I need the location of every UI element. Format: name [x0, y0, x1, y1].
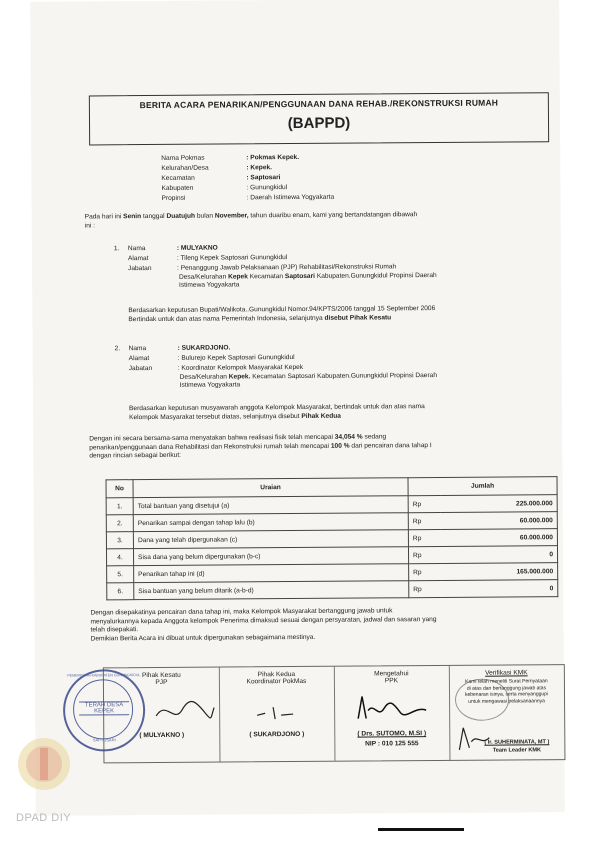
info-label: Kelurahan/Desa — [161, 164, 209, 172]
party2-nama: : SUKARDJONO. — [177, 344, 231, 352]
statement-text: dengan rincian sebagai berikut: — [89, 452, 182, 460]
intro-text: ini : — [84, 222, 96, 230]
info-label: Kabupaten — [161, 184, 194, 192]
intro-text: tanggal — [142, 212, 165, 221]
musyawarah-text: Berdasarkan keputusan musyawarah anggota Kelompok Masyarakat, bertindak untuk dan atas nama — [128, 403, 425, 413]
pihak-kesatu-label: disebut Pihak Kesatu — [324, 313, 392, 322]
party2-musyawarah — [129, 402, 559, 422]
party1-jabatan — [177, 262, 557, 290]
jabatan-kecamatan: Saptosari — [284, 272, 316, 280]
stamp-line: TERAH DESA — [84, 702, 124, 709]
jabatan-text: : Penanggung Jawab Pelaksanaan (PJP) Rehabilitasi/Rekonstruksi Rumah — [177, 263, 397, 272]
row-jumlah: 165.000.000 — [441, 563, 558, 581]
row-uraian: Penarikan sampai dengan tahap lalu (b) — [133, 513, 408, 532]
signature-sutomo-icon — [352, 688, 432, 729]
row-no: 6. — [107, 583, 134, 600]
dpad-emblem-icon — [14, 734, 74, 794]
verifikasi-line: di atas dan bertanggung jawab atas — [466, 684, 547, 692]
stamp-text: SAPTOSARI — [92, 737, 116, 743]
row-jumlah: 60.000.000 — [441, 529, 558, 547]
title-box — [89, 92, 549, 145]
verifikasi-line: untuk mengawasi pelaksanaannya — [468, 697, 545, 705]
party1-alamat: : Tileng Kepek Saptosari Gunungkidul — [176, 254, 288, 262]
intro-paragraph — [85, 210, 555, 230]
sig-subtitle: Koordinator PokMas — [246, 677, 307, 686]
party2-alamat: : Bulurejo Kepek Saptosari Gunungkidul — [177, 354, 295, 362]
row-jumlah: 0 — [441, 546, 558, 564]
jabatan-text: Kecamatan Saptosari Kabupaten.Gunungkidul Propinsi Daerah — [252, 371, 438, 380]
pihak-kedua-label: Pihak Kedua — [301, 412, 341, 420]
statement-text: Dengan ini secara bersama-sama menyatakan bahwa realisasi fisik telah mencapai — [89, 433, 333, 443]
row-currency: Rp — [408, 530, 441, 547]
kmk-stamp-icon — [455, 679, 509, 721]
keputusan-text: Bertindak untuk dan atas nama Pemerintah Indonesia, selanjutnya — [128, 314, 323, 323]
closing-text: menyalurkannya kepada Anggota kelompok Penerima dimaksud sesuai dengan persyaratan, jadwal dan sasaran yang — [90, 615, 437, 626]
bottom-bar — [378, 828, 464, 831]
watermark-text: DPAD DIY — [16, 812, 72, 824]
header-uraian: Uraian — [133, 478, 408, 498]
desa-stamp — [63, 669, 146, 752]
realisasi-fisik-percent: 34,054 % — [334, 433, 363, 441]
penggunaan-dana-percent: 100 % — [330, 442, 350, 450]
header-jumlah: Jumlah — [408, 477, 557, 496]
stamp-line: KEPEK — [94, 708, 115, 715]
statement-paragraph — [89, 432, 559, 461]
keputusan-text: Berdasarkan keputusan Bupati/Walikota..Gunungkidul Nomor.94/KPTS/2006 tanggal 15 September 2006 — [128, 305, 436, 315]
intro-date: Duatujuh — [166, 212, 196, 220]
sig-name: ( SUKARDJONO ) — [249, 730, 305, 739]
row-no: 3. — [106, 532, 133, 549]
row-uraian: Sisa dana yang belum dipergunakan (b-c) — [133, 547, 408, 566]
row-uraian: Dana yang telah dipergunakan (c) — [133, 530, 408, 549]
header-no: No — [106, 480, 133, 498]
jabatan-text: Kecamatan — [249, 272, 284, 280]
jabatan-text: Desa/Kelurahan — [178, 273, 227, 281]
signature-sukardjono-icon — [251, 701, 301, 723]
row-uraian: Penarikan tahap ini (d) — [134, 564, 409, 583]
jabatan-text: Kabupaten.Gunungkidul Propinsi Daerah — [316, 271, 437, 280]
sig-name: ( Drs. SUTOMO, M.SI ) — [357, 730, 427, 738]
closing-text: Dengan disepakatinya pencairan dana tahap ini, maka Kelompok Masyarakat bertanggung jawab untuk — [90, 607, 393, 617]
statement-text: penarikan/penggunaan dana Rehabilitasi dan Rekonstruksi rumah telah mencapai — [89, 442, 330, 452]
sig-name: ( Ir. SUHERMINATA, MT ) — [484, 739, 550, 746]
document-acronym: (BAPPD) — [287, 114, 351, 133]
row-jumlah: 60.000.000 — [441, 512, 558, 530]
document-title: BERITA ACARA PENARIKAN/PENGGUNAAN DANA REHAB./REKONSTRUKSI RUMAH — [139, 97, 499, 111]
verifikasi-line: kebenaran isinya, serta menyanggupi — [464, 691, 549, 698]
intro-day: Senin — [123, 213, 142, 221]
row-no: 5. — [107, 566, 134, 583]
row-jumlah: 225.000.000 — [441, 495, 558, 513]
party1-jabatan-label: Jabatan — [128, 265, 152, 273]
sig-subtitle: PPK — [384, 677, 399, 685]
row-currency: Rp — [408, 496, 441, 513]
row-no: 2. — [106, 515, 133, 532]
sig-nip: NIP : 010 125 555 — [365, 740, 419, 748]
signature-pihak-kedua — [219, 667, 336, 762]
party2-nama-label: Nama — [128, 345, 147, 353]
sig-role: Team Leader KMK — [492, 747, 542, 754]
statement-text: sedang — [364, 433, 387, 441]
sig-name: ( MULYAKNO ) — [139, 731, 185, 740]
row-currency: Rp — [408, 513, 441, 530]
jabatan-desa: Kepek — [228, 272, 248, 281]
verifikasi-line: Kami telah meneliti Surat Pernyataan — [465, 678, 548, 685]
party1-nama-label: Nama — [127, 245, 146, 253]
row-jumlah: 0 — [441, 580, 558, 598]
musyawarah-text: Kelompok Masyarakat tersebut diatas, selanjutnya disebut — [129, 412, 300, 421]
jabatan-text: Istimewa Yogyakarta — [178, 281, 240, 290]
row-currency: Rp — [409, 564, 442, 581]
sig-subtitle: PJP — [155, 678, 168, 686]
info-label: Nama Pokmas — [161, 154, 205, 162]
info-value: : Daerah Istimewa Yogyakarta — [246, 193, 335, 202]
sig-title: Mengetahui — [374, 670, 409, 678]
party2-jabatan — [178, 362, 558, 390]
row-uraian: Total bantuan yang disetujui (a) — [133, 496, 408, 515]
closing-paragraph — [90, 606, 560, 644]
party2-number: 2. — [114, 345, 121, 353]
info-label: Kecamatan — [161, 174, 195, 182]
row-currency: Rp — [408, 547, 441, 564]
party2-alamat-label: Alamat — [128, 355, 150, 363]
closing-text: telah disepakati. — [90, 626, 139, 634]
party2-jabatan-label: Jabatan — [128, 365, 153, 373]
jabatan-text: Desa/Kelurahan — [179, 373, 227, 381]
intro-text: Pada hari ini — [84, 213, 122, 221]
jabatan-text: : Koordinator Kelompok Masyarakat Kepek — [177, 363, 304, 372]
document-page — [30, 0, 565, 816]
party1-nama: : MULYAKNO — [176, 244, 218, 252]
info-value: : Gunungkidul — [246, 184, 288, 192]
sig-title: Pihak Kedua — [257, 671, 296, 679]
sig-title: Pihak Kesatu — [141, 671, 181, 680]
intro-text: bulan — [196, 212, 214, 220]
row-uraian: Sisa bantuan yang belum ditarik (a-b-d) — [134, 581, 409, 600]
info-label: Propinsi — [161, 194, 186, 202]
signature-mulyakno-icon — [152, 694, 216, 730]
sig-title: Verifikasi KMK — [485, 669, 528, 677]
jabatan-desa: Kepek. — [228, 372, 251, 381]
row-no: 4. — [106, 549, 133, 566]
row-currency: Rp — [409, 581, 442, 598]
statement-text: dari pencairan dana tahap I — [351, 441, 432, 450]
party1-number: 1. — [113, 245, 120, 253]
rincian-table — [106, 476, 559, 600]
party1-keputusan — [128, 304, 558, 324]
info-value: : Kepek. — [246, 164, 273, 172]
jabatan-text: Istimewa Yogyakarta — [179, 381, 241, 390]
closing-text: Demikian Berita Acara ini dibuat untuk dipergunakan sebagaimana mestinya. — [90, 633, 316, 643]
signature-mengetahui — [334, 666, 451, 761]
table-row — [107, 580, 558, 600]
intro-text: tahun duaribu enam, kami yang bertandatangan dibawah — [250, 211, 418, 220]
info-value: : Saptosari — [246, 174, 281, 182]
stamp-text: PEMERINTAH KABUPATEN GUNUNGKIDUL — [67, 673, 141, 678]
intro-month: November, — [214, 212, 249, 220]
stamp-text — [79, 701, 129, 715]
info-value: : Pokmas Kepek. — [246, 153, 300, 162]
row-no: 1. — [106, 498, 133, 515]
party1-alamat-label: Alamat — [127, 255, 149, 263]
